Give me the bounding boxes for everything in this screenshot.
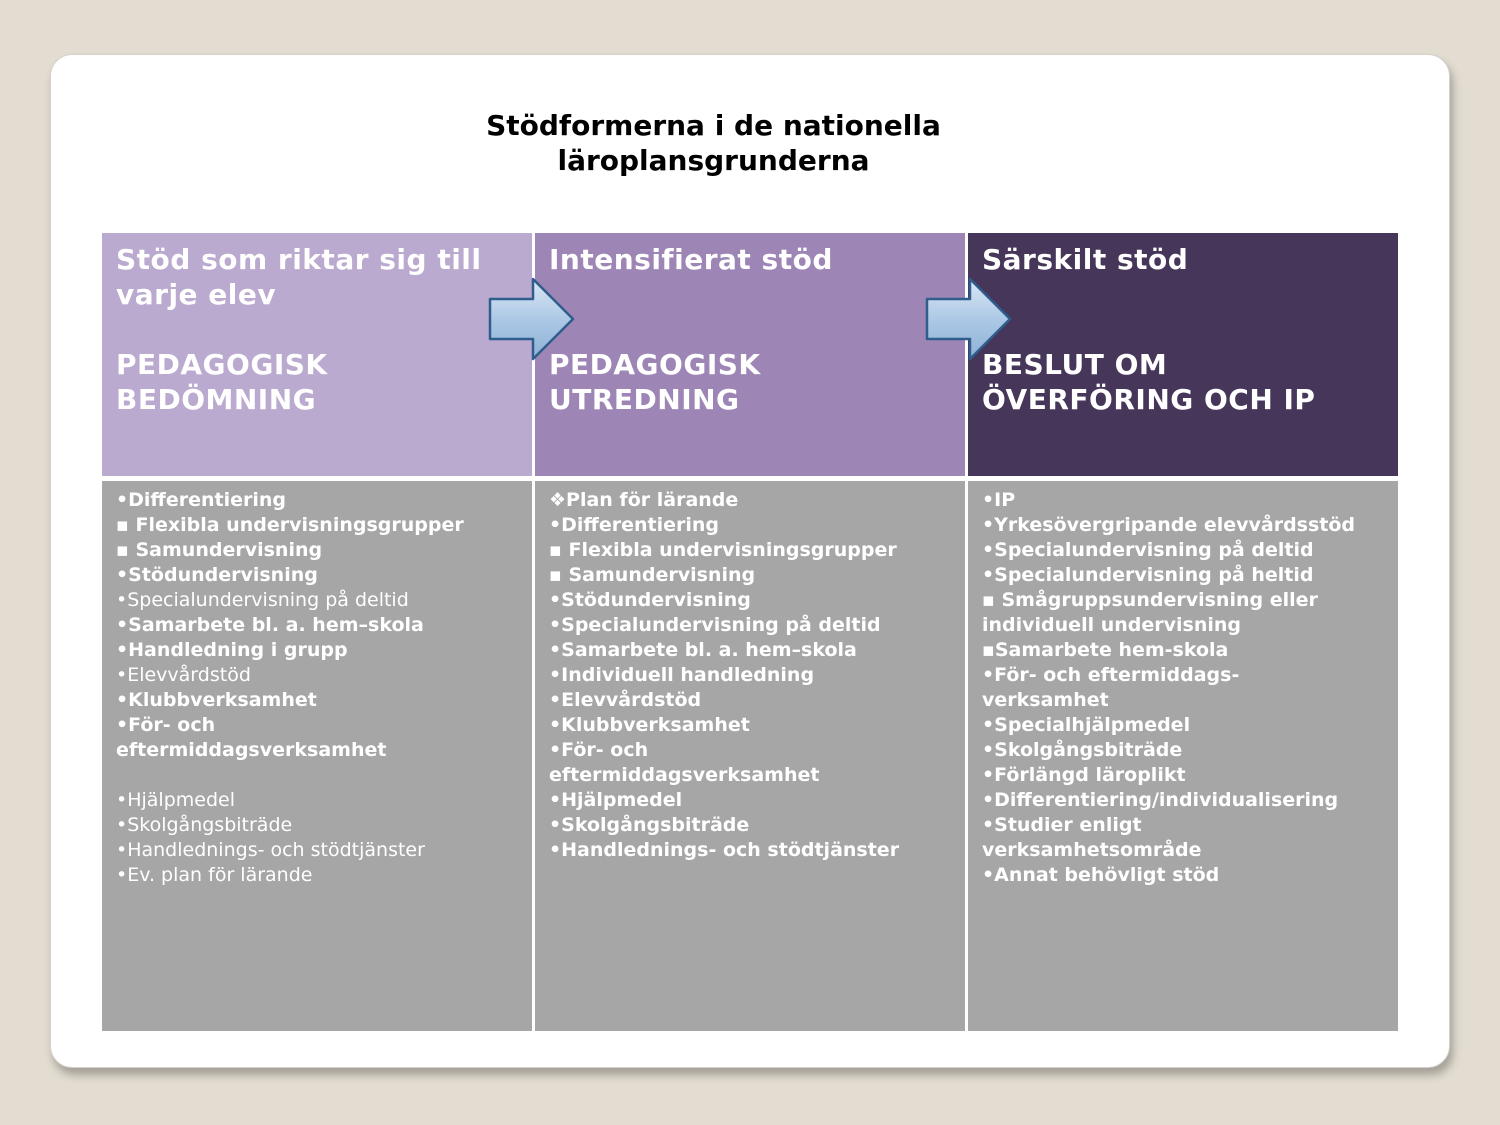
column-3-header (968, 233, 1398, 476)
page-title (0, 108, 1427, 178)
title-line-1: Stödformerna i de nationella (486, 109, 941, 142)
list-item: ▪ Flexibla undervisningsgrupper (116, 514, 464, 536)
list-item: ❖Plan för lärande (549, 489, 739, 511)
right-arrow-icon (487, 277, 577, 361)
list-item: •Annat behövligt stöd (982, 864, 1220, 886)
list-item: •Ev. plan för lärande (116, 864, 313, 886)
list-item: •Hjälpmedel (116, 789, 235, 811)
column-1-heading-line-1: Stöd som riktar sig till (116, 243, 482, 276)
list-item: •Stödundervisning (549, 589, 751, 611)
list-item: eftermiddagsverksamhet (549, 764, 820, 786)
list-item: •Klubbverksamhet (549, 714, 750, 736)
list-item: ▪ Flexibla undervisningsgrupper (549, 539, 897, 561)
column-3-heading-line-1: Särskilt stöd (982, 243, 1189, 276)
list-item: •Individuell handledning (549, 664, 815, 686)
right-arrow-icon (924, 277, 1014, 361)
column-3-subheading-line-1: BESLUT OM (982, 348, 1168, 381)
column-1-subheading-line-2: BEDÖMNING (116, 383, 317, 416)
list-item: •Differentiering (116, 489, 286, 511)
list-item: •Skolgångsbiträde (116, 814, 293, 836)
list-item: •Specialundervisning på deltid (549, 614, 881, 636)
column-1-subheading-line-1: PEDAGOGISK (116, 348, 328, 381)
list-item: ▪ Smågruppsundervisning eller (982, 589, 1318, 611)
column-3-list (968, 481, 1398, 1031)
title-line-2: läroplansgrunderna (557, 144, 870, 177)
list-item: •Skolgångsbiträde (982, 739, 1183, 761)
list-item: ▪ Samundervisning (549, 564, 756, 586)
list-item: verksamhetsområde (982, 839, 1202, 861)
column-2-heading-line-1: Intensifierat stöd (549, 243, 833, 276)
list-item: •Specialundervisning på deltid (982, 539, 1314, 561)
list-item: •Samarbete bl. a. hem–skola (116, 614, 424, 636)
list-item: •Skolgångsbiträde (549, 814, 750, 836)
list-item: •Specialundervisning på heltid (982, 564, 1314, 586)
column-1-header (102, 233, 532, 476)
list-item: •För- och eftermiddags- (982, 664, 1240, 686)
list-item: •Stödundervisning (116, 564, 318, 586)
list-item: •Specialhjälpmedel (982, 714, 1191, 736)
list-item: •Handlednings- och stödtjänster (116, 839, 425, 861)
column-2-subheading-line-1: PEDAGOGISK (549, 348, 761, 381)
list-item: •Differentiering (549, 514, 719, 536)
list-item: verksamhet (982, 689, 1109, 711)
list-item: •Studier enligt (982, 814, 1142, 836)
list-item: •Samarbete bl. a. hem–skola (549, 639, 857, 661)
list-item: •Förlängd läroplikt (982, 764, 1186, 786)
list-item: •Elevvårdstöd (116, 664, 251, 686)
list-item: •Differentiering/individualisering (982, 789, 1339, 811)
list-item: ▪ Samundervisning (116, 539, 323, 561)
list-item (116, 763, 518, 788)
column-2-list (535, 481, 965, 1031)
list-item: eftermiddagsverksamhet (116, 739, 387, 761)
column-1-heading-line-2: varje elev (116, 278, 277, 311)
list-item: •Handlednings- och stödtjänster (549, 839, 900, 861)
list-item: •För- och (549, 739, 649, 761)
list-item: •Specialundervisning på deltid (116, 589, 409, 611)
column-3-subheading-line-2: ÖVERFÖRING OCH IP (982, 383, 1316, 416)
column-3-heading-line-2 (982, 277, 1384, 312)
list-item: •Hjälpmedel (549, 789, 683, 811)
column-2-heading-line-2 (549, 277, 951, 312)
list-item: •För- och (116, 714, 216, 736)
list-item: ▪Samarbete hem-skola (982, 639, 1229, 661)
column-2-subheading-line-2: UTREDNING (549, 383, 740, 416)
list-item: •Elevvårdstöd (549, 689, 702, 711)
list-item: •Klubbverksamhet (116, 689, 317, 711)
list-item: •Handledning i grupp (116, 639, 348, 661)
list-item: individuell undervisning (982, 614, 1241, 636)
column-2-header (535, 233, 965, 476)
column-1-list (102, 481, 532, 1031)
list-item: •Yrkesövergripande elevvårdsstöd (982, 514, 1356, 536)
list-item: •IP (982, 489, 1016, 511)
